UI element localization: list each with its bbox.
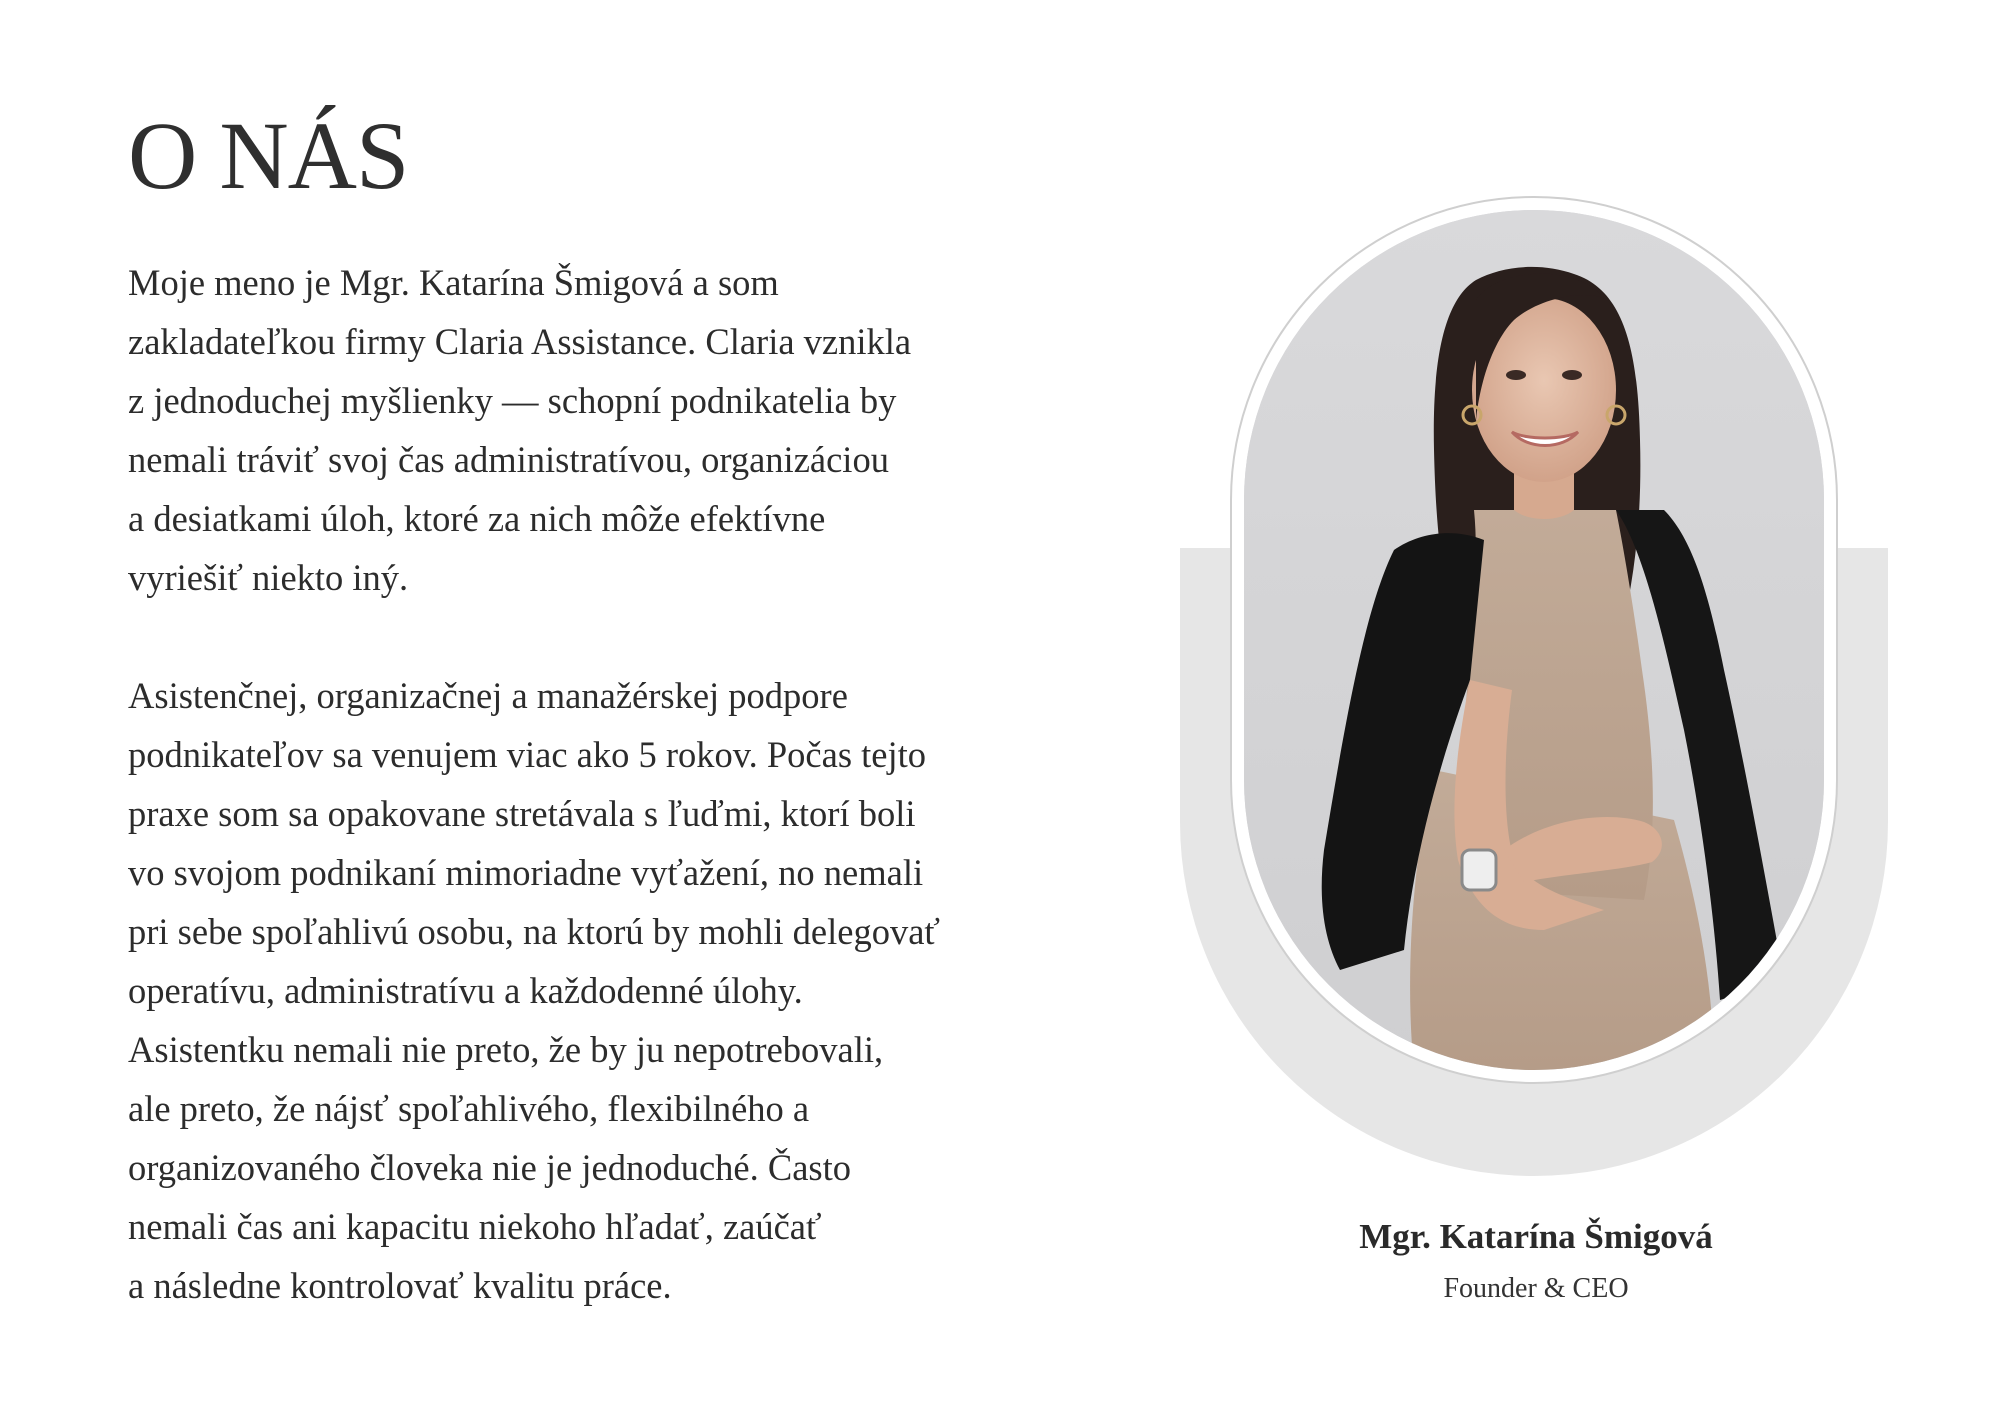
about-text — [128, 253, 1028, 1315]
about-paragraph-2 — [128, 666, 1028, 1315]
text-line: praxe som sa opakovane stretávala s ľuďmi, ktorí boli — [128, 793, 916, 834]
portrait-photo — [1244, 210, 1824, 1070]
text-line: podnikateľov sa venujem viac ako 5 rokov. Počas tejto — [128, 734, 927, 775]
profile-name: Mgr. Katarína Šmigová — [1359, 1217, 1713, 1256]
text-line: Moje meno je Mgr. Katarína Šmigová a som — [128, 262, 779, 303]
text-line: vo svojom podnikaní mimoriadne vyťažení, no nemali — [128, 852, 924, 893]
text-line: nemali tráviť svoj čas administratívou, organizáciou — [128, 439, 889, 480]
text-line: z jednoduchej myšlienky — schopní podnikatelia by — [128, 380, 897, 421]
text-line: a následne kontrolovať kvalitu práce. — [128, 1265, 672, 1306]
portrait-illustration — [1244, 210, 1824, 1070]
text-line: a desiatkami úloh, ktoré za nich môže efektívne — [128, 498, 826, 539]
text-line: organizovaného človeka nie je jednoduché. Často — [128, 1147, 851, 1188]
text-line: zakladateľkou firmy Claria Assistance. Claria vznikla — [128, 321, 912, 362]
text-line: vyriešiť niekto iný. — [128, 557, 409, 598]
text-line: Asistentku nemali nie preto, že by ju nepotrebovali, — [128, 1029, 884, 1070]
about-paragraph-1 — [128, 253, 1028, 607]
portrait-block — [1180, 196, 1892, 1176]
text-line: Asistenčnej, organizačnej a manažérskej podpore — [128, 675, 848, 716]
text-line: nemali čas ani kapacitu niekoho hľadať, zaúčať — [128, 1206, 822, 1247]
text-line: operatívu, administratívu a každodenné úlohy. — [128, 970, 803, 1011]
page-title: O NÁS — [128, 102, 409, 209]
text-line: pri sebe spoľahlivú osobu, na ktorú by mohli delegovať — [128, 911, 941, 952]
text-line: ale preto, že nájsť spoľahlivého, flexibilného a — [128, 1088, 810, 1129]
profile-role: Founder & CEO — [1443, 1273, 1629, 1304]
